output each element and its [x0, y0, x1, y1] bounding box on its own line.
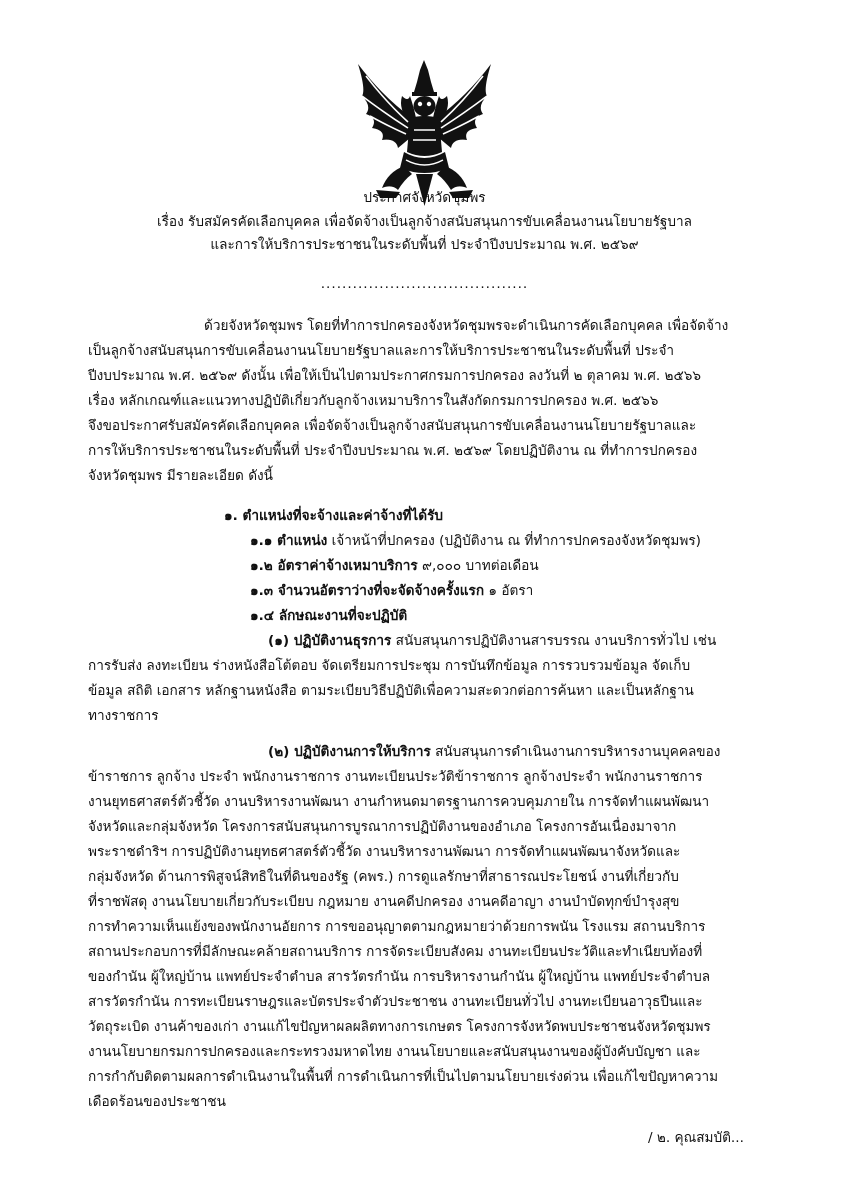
duty-1-line: ข้อมูล สถิติ เอกสาร หลักฐานหนังสือ ตามระเบียบวิธีปฏิบัติเพื่อความสะดวกต่อการค้นหา และเป็นหลักฐาน	[88, 683, 694, 699]
duty-2-line: ที่ราชพัสดุ งานนโยบายเกี่ยวกับระเบียบ กฎหมาย งานคดีปกครอง งานคดีอาญา งานบำบัดทุกข์บำรุงสุข	[88, 894, 680, 910]
duty-2-line: การกำกับติดตามผลการดำเนินงานในพื้นที่ การดำเนินการที่เป็นไปตามนโยบายเร่งด่วน เพื่อแก้ไขปัญหาความ	[88, 1069, 719, 1085]
duty-1-first-line	[268, 631, 716, 651]
item-label: ๑.๔ ลักษณะงานที่จะปฏิบัติ	[250, 608, 408, 624]
duty-2-first-line	[268, 742, 720, 762]
section-item-1-1	[250, 531, 701, 551]
subject-line-2: และการให้บริการประชาชนในระดับพื้นที่ ประจำปีงบประมาณ พ.ศ. ๒๕๖๙	[210, 237, 639, 253]
duty-2-line: วัตถุระเบิด งานค้าของเก่า งานแก้ไขปัญหาผลผลิตทางการเกษตร โครงการจังหวัดพบประชาชนจังหวัดชุมพร	[88, 1019, 711, 1035]
duty-2-line: สถานประกอบการที่มีลักษณะคล้ายสถานบริการ การจัดระเบียบสังคม งานทะเบียนประวัติและทำเนียบท้องที่	[88, 944, 703, 960]
duty-2-line: ข้าราชการ ลูกจ้าง ประจำ พนักงานราชการ งานทะเบียนประวัติข้าราชการ ลูกจ้างประจำ พนักงานราชการ	[88, 769, 703, 785]
subject-line-1: เรื่อง รับสมัครคัดเลือกบุคคล เพื่อจัดจ้างเป็นลูกจ้างสนับสนุนการขับเคลื่อนงานนโยบายรัฐบาล	[156, 214, 693, 230]
duty-2-line: การทำความเห็นแย้งของพนักงานอัยการ การขออนุญาตตามกฎหมายว่าด้วยการพนัน โรงแรม สถานบริการ	[88, 919, 706, 935]
intro-line: จึงขอประกาศรับสมัครคัดเลือกบุคคล เพื่อจัดจ้างเป็นลูกจ้างสนับสนุนการขับเคลื่อนงานนโยบายรัฐบาลและ	[88, 418, 697, 434]
item-label: ๑.๑ ตำแหน่ง	[250, 533, 328, 549]
section-1-heading: ๑. ตำแหน่งที่จะจ้างและค่าจ้างที่ได้รับ	[224, 508, 444, 524]
intro-line: การให้บริการประชาชนในระดับพื้นที่ ประจำปีงบประมาณ พ.ศ. ๒๕๖๙ โดยปฏิบัติงาน ณ ที่ทำการปกครอง	[88, 443, 698, 459]
item-label: ๑.๓ จำนวนอัตราว่างที่จะจัดจ้างครั้งแรก	[250, 583, 485, 599]
intro-line: ปีงบประมาณ พ.ศ. ๒๕๖๙ ดังนั้น เพื่อให้เป็นไปตามประกาศกรมการปกครอง ลงวันที่ ๒ ตุลาคม พ.ศ. ๒๕๖๖	[88, 368, 701, 384]
duty-2-line: สารวัตรกำนัน การทะเบียนราษฎรและบัตรประจำตัวประชาชน งานทะเบียนทั่วไป งานทะเบียนอาวุธปืนและ	[88, 994, 703, 1010]
garuda-emblem-icon	[352, 56, 497, 208]
section-item-1-2	[250, 556, 539, 576]
header-divider: .......................................	[320, 276, 529, 292]
duty-2-line: กลุ่มจังหวัด ด้านการพิสูจน์สิทธิในที่ดินของรัฐ (คพร.) การดูแลรักษาที่สาธารณประโยชน์ งานที่เกี่ยวกับ	[88, 869, 679, 885]
intro-line: จังหวัดชุมพร มีรายละเอียด ดังนี้	[88, 468, 273, 484]
duty-2-line: ของกำนัน ผู้ใหญ่บ้าน แพทย์ประจำตำบล สารวัตรกำนัน การบริหารงานกำนัน ผู้ใหญ่บ้าน แพทย์ประจำตำบล	[88, 969, 711, 985]
duty-label: (๒) ปฏิบัติงานการให้บริการ	[268, 744, 431, 760]
duty-1-line: ทางราชการ	[88, 708, 159, 724]
duty-2-line: พระราชดำริฯ การปฏิบัติงานยุทธศาสตร์ตัวชี้วัด งานบริหารงานพัฒนา การจัดทำแผนพัฒนาจังหวัดและ	[88, 844, 681, 860]
section-item-1-4	[250, 606, 407, 626]
item-text: ๑ อัตรา	[484, 583, 534, 599]
item-label: ๑.๒ อัตราค่าจ้างเหมาบริการ	[250, 558, 418, 574]
duty-2-line: จังหวัดและกลุ่มจังหวัด โครงการสนับสนุนการบูรณาการปฏิบัติงานของอำเภอ โครงการอันเนื่องมาจาก	[88, 819, 677, 835]
duty-text: สนับสนุนการปฏิบัติงานสารบรรณ งานบริการทั่วไป เช่น	[391, 633, 717, 649]
duty-label: (๑) ปฏิบัติงานธุรการ	[268, 633, 392, 649]
duty-text: สนับสนุนการดำเนินงานการบริหารงานบุคคลของ	[430, 744, 721, 760]
issuer-title: ประกาศจังหวัดชุมพร	[363, 190, 486, 206]
intro-line: เรื่อง หลักเกณฑ์และแนวทางปฏิบัติเกี่ยวกับลูกจ้างเหมาบริการในสังกัดกรมการปกครอง พ.ศ. ๒๕๖๖	[88, 393, 659, 409]
intro-line: ด้วยจังหวัดชุมพร โดยที่ทำการปกครองจังหวัดชุมพรจะดำเนินการคัดเลือกบุคคล เพื่อจัดจ้าง	[204, 318, 729, 334]
item-text: ๙,๐๐๐ บาทต่อเดือน	[417, 558, 539, 574]
duty-1-line: การรับส่ง ลงทะเบียน ร่างหนังสือโต้ตอบ จัดเตรียมการประชุม การบันทึกข้อมูล การรวบรวมข้อมูล จัดเก็บ	[88, 658, 691, 674]
item-text: เจ้าหน้าที่ปกครอง (ปฏิบัติงาน ณ ที่ทำการปกครองจังหวัดชุมพร)	[327, 533, 701, 549]
section-item-1-3	[250, 581, 533, 601]
duty-2-line: เดือดร้อนของประชาชน	[88, 1094, 226, 1110]
duty-2-line: งานนโยบายกรมการปกครองและกระทรวงมหาดไทย งานนโยบายและสนับสนุนงานของผู้บังคับบัญชา และ	[88, 1044, 701, 1060]
page-continuation: / ๒. คุณสมบัติ...	[648, 1130, 744, 1146]
intro-line: เป็นลูกจ้างสนับสนุนการขับเคลื่อนงานนโยบายรัฐบาลและการให้บริการประชาชนในระดับพื้นที่ ประจำ	[88, 343, 675, 359]
duty-2-line: งานยุทธศาสตร์ตัวชี้วัด งานบริหารงานพัฒนา งานกำหนดมาตรฐานการควบคุมภายใน การจัดทำแผนพัฒนา	[88, 794, 710, 810]
